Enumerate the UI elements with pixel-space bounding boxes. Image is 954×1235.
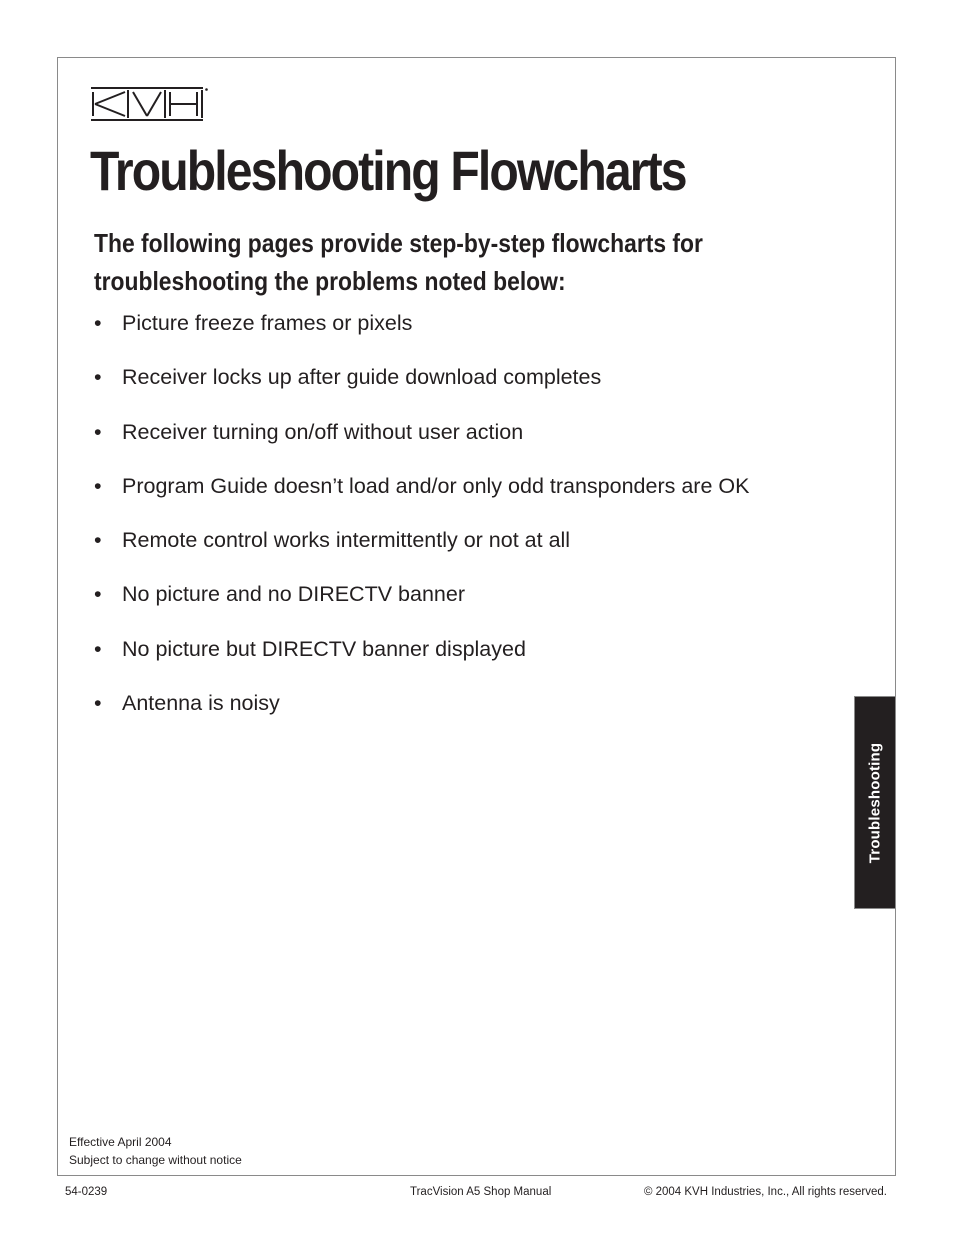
list-item-text: Program Guide doesn’t load and/or only odd transponders are OK (122, 473, 750, 498)
intro-line-2: troubleshooting the problems noted below: (94, 266, 566, 296)
list-item-text: Receiver turning on/off without user action (122, 419, 524, 444)
list-item-text: Antenna is noisy (122, 691, 280, 716)
section-tab (854, 696, 896, 909)
page-title: Troubleshooting Flowcharts (90, 139, 686, 202)
document-number: 54-0239 (65, 1186, 108, 1198)
intro-paragraph (94, 224, 763, 300)
copyright-notice: © 2004 KVH Industries, Inc., All rights reserved. (643, 1186, 887, 1198)
list-item-text: Receiver locks up after guide download completes (122, 365, 602, 390)
kvh-logo (91, 87, 209, 123)
bullet-icon: • (94, 528, 102, 553)
bullet-icon: • (94, 582, 102, 607)
list-item-text: Picture freeze frames or pixels (122, 311, 413, 335)
bullet-icon: • (94, 311, 102, 335)
list-item-text: No picture but DIRECTV banner displayed (122, 636, 526, 661)
bullet-icon: • (94, 691, 102, 716)
effective-date: Effective April 2004 (69, 1135, 172, 1149)
bullet-icon: • (94, 636, 102, 661)
effective-notice (69, 1133, 242, 1169)
list-item-text: No picture and no DIRECTV banner (122, 582, 465, 607)
bullet-icon: • (94, 365, 102, 390)
change-notice: Subject to change without notice (69, 1153, 242, 1167)
bullet-icon: • (94, 473, 102, 498)
intro-line-1: The following pages provide step-by-step flowcharts for (94, 228, 703, 258)
section-tab-label: Troubleshooting (866, 742, 884, 863)
manual-name: TracVision A5 Shop Manual (410, 1186, 552, 1198)
list-item-text: Remote control works intermittently or not at all (122, 528, 571, 553)
bullet-icon: • (94, 419, 102, 444)
